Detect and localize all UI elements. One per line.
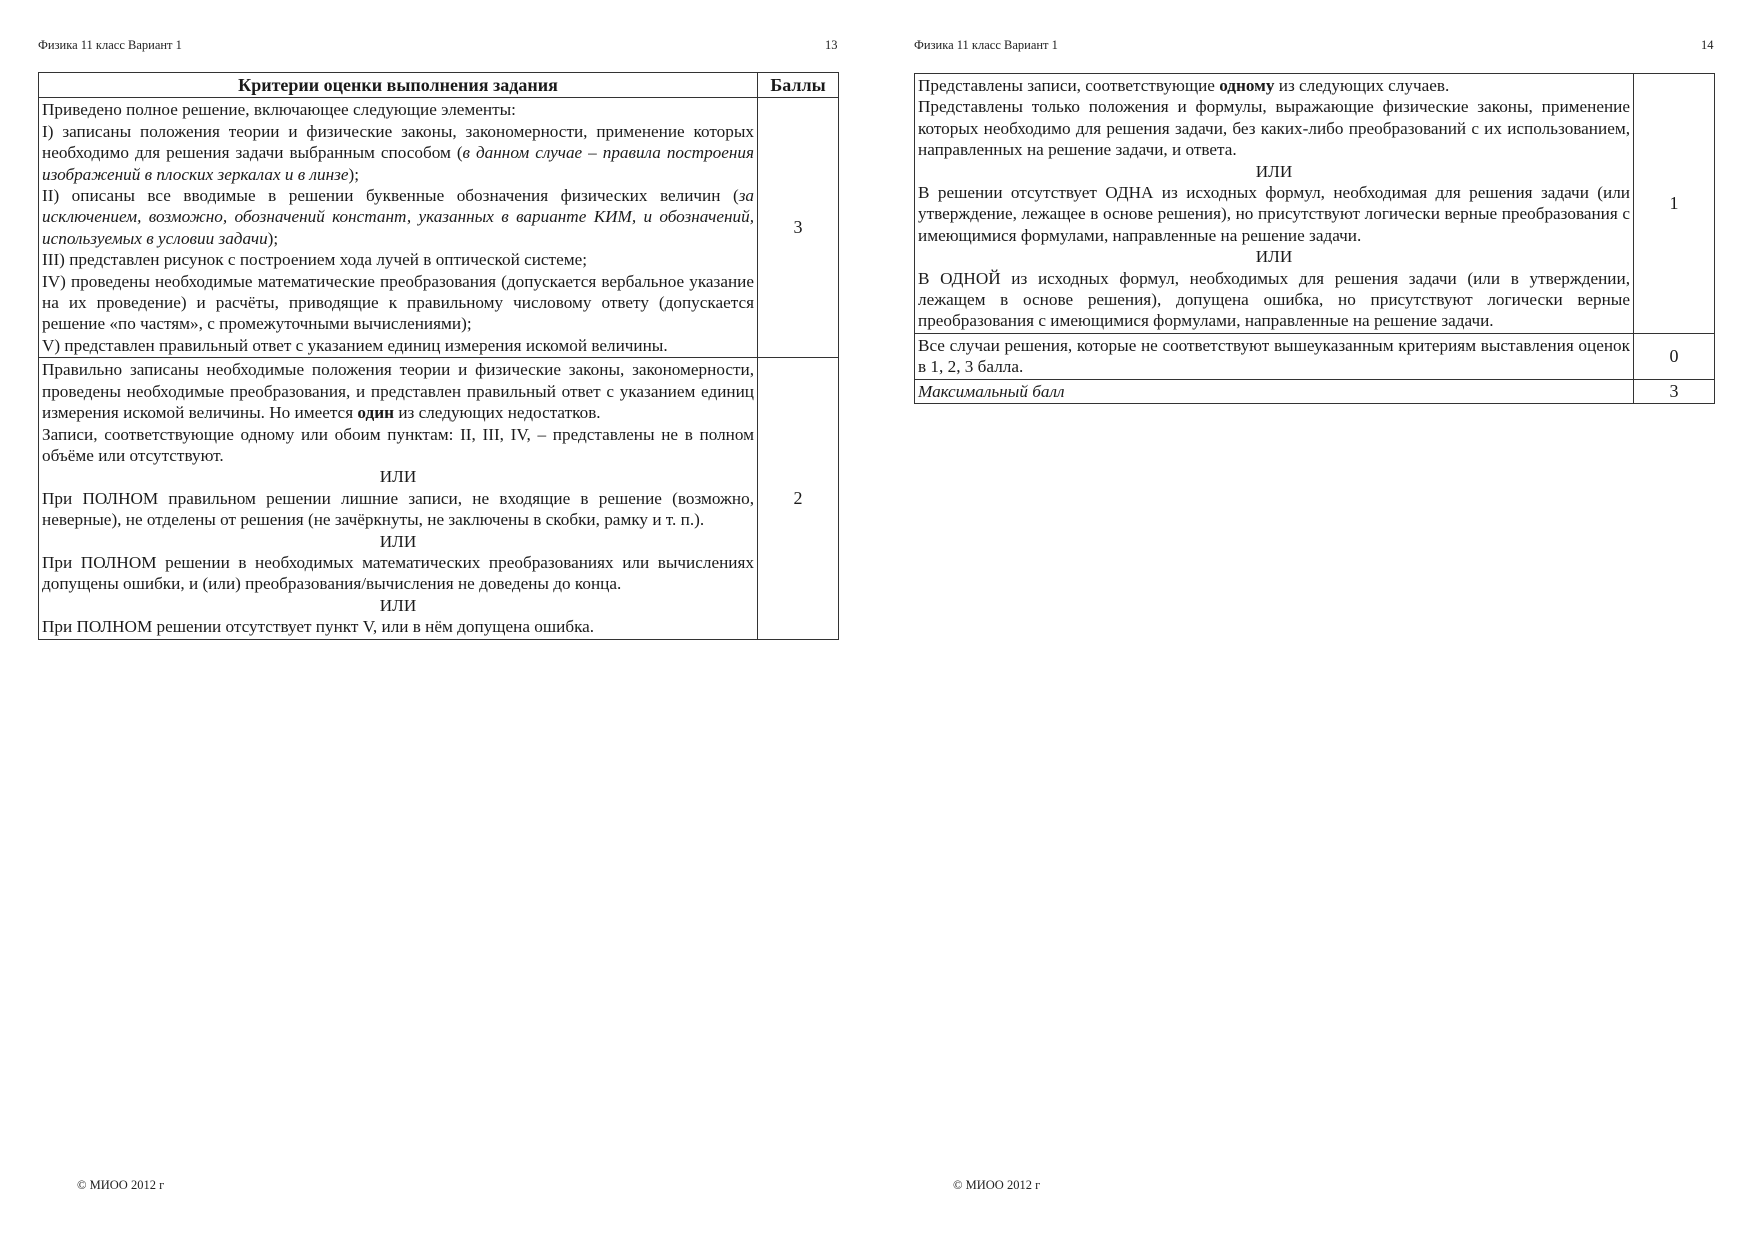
- points-cell: 0: [1634, 333, 1715, 379]
- criteria-cell: [915, 74, 1634, 334]
- criteria-cell: [39, 358, 758, 639]
- criteria-paragraph: В решении отсутствует ОДНА из исходных формул, необходимая для решения задачи (или утверждение, лежащее в основе решения), но присутствуют логически верные преобразования с имеющимися формулами, направленные на решение задачи.: [918, 183, 1630, 245]
- criteria-paragraph: Записи, соответствующие одному или обоим пунктам: II, III, IV, – представлены не в полном объёме или отсутствуют.: [42, 424, 754, 465]
- criteria-table: [914, 73, 1715, 404]
- criteria-item-4: IV) проведены необходимые математические преобразования (допускается вербальное указание на их проведение) и расчёты, приводящие к правильному числовому ответу (допускается решение «по частям», с промежуточными вычислениями);: [42, 271, 754, 334]
- criteria-paragraph: Представлены только положения и формулы, выражающие физические законы, применение которых необходимо для решения задачи, без каких-либо преобразований с их использованием, направленных на решение задачи, и ответа.: [918, 97, 1630, 160]
- criteria-item-2: II) описаны все вводимые в решении буквенные обозначения физических величин (за исключением, возможно, обозначений констант, указанных в варианте КИМ, и обозначений, используемых в условии задачи);: [42, 186, 754, 248]
- criteria-paragraph: При ПОЛНОМ решении отсутствует пункт V, или в нём допущена ошибка.: [42, 617, 595, 637]
- criteria-paragraph: При ПОЛНОМ решении в необходимых математических преобразованиях или вычислениях допущены ошибки, и (или) преобразования/вычисления не доведены до конца.: [42, 552, 754, 594]
- or-separator: ИЛИ: [379, 595, 417, 615]
- table-row: [39, 358, 839, 639]
- table-header-row: [39, 73, 839, 98]
- criteria-item-1: I) записаны положения теории и физические законы, закономерности, применение которых необходимо для решения задачи выбранным способом (в данном случае – правила построения изображений в плоских зеркалах и в линзе);: [42, 121, 754, 184]
- copyright-footer: © МИОО 2012 г: [77, 1178, 165, 1192]
- criteria-paragraph: Правильно записаны необходимые положения теории и физические законы, закономерности, проведены необходимые преобразования, и представлен правильный ответ с указанием единиц измерения искомой величины. Но имеется один из следующих недостатков.: [42, 360, 754, 423]
- criteria-item-3: III) представлен рисунок с построением хода лучей в оптической системе;: [42, 250, 587, 270]
- max-score-row: [915, 379, 1715, 403]
- points-cell: 1: [1634, 74, 1715, 334]
- right-page: [877, 0, 1754, 1239]
- criteria-table: [38, 72, 839, 640]
- table-row: [915, 333, 1715, 379]
- table-row: [915, 74, 1715, 334]
- criteria-intro: Приведено полное решение, включающее следующие элементы:: [42, 100, 516, 120]
- table-row: [39, 98, 839, 358]
- criteria-cell: Все случаи решения, которые не соответствуют вышеуказанным критериям выставления оценок в 1, 2, 3 балла.: [915, 333, 1634, 379]
- or-separator: ИЛИ: [1255, 161, 1293, 181]
- criteria-header: Критерии оценки выполнения задания: [39, 73, 758, 98]
- points-cell: 3: [758, 98, 839, 358]
- max-score-label: Максимальный балл: [915, 379, 1634, 403]
- criteria-paragraph: При ПОЛНОМ правильном решении лишние записи, не входящие в решение (возможно, неверные), не отделены от решения (не зачёркнуты, не заключены в скобки, рамку и т. п.).: [42, 488, 754, 530]
- points-cell: 2: [758, 358, 839, 639]
- max-score-value: 3: [1634, 379, 1715, 403]
- criteria-cell: [39, 98, 758, 358]
- running-title: Физика 11 класс Вариант 1: [38, 38, 182, 52]
- running-title: Физика 11 класс Вариант 1: [914, 38, 1058, 52]
- criteria-item-5: V) представлен правильный ответ с указанием единиц измерения искомой величины.: [42, 335, 668, 355]
- criteria-paragraph: В ОДНОЙ из исходных формул, необходимых для решения задачи (или в утверждении, лежащем в основе решения), допущена ошибка, но присутствуют логически верные преобразования с имеющимися формулами, направленные на решение задачи.: [918, 268, 1630, 331]
- copyright-footer: © МИОО 2012 г: [953, 1178, 1041, 1192]
- or-separator: ИЛИ: [379, 467, 417, 487]
- page-number: 14: [1701, 38, 1714, 52]
- page-number: 13: [825, 38, 838, 52]
- or-separator: ИЛИ: [379, 531, 417, 551]
- or-separator: ИЛИ: [1255, 247, 1293, 267]
- criteria-intro: Представлены записи, соответствующие одному из следующих случаев.: [918, 76, 1450, 95]
- points-header: Баллы: [758, 73, 839, 98]
